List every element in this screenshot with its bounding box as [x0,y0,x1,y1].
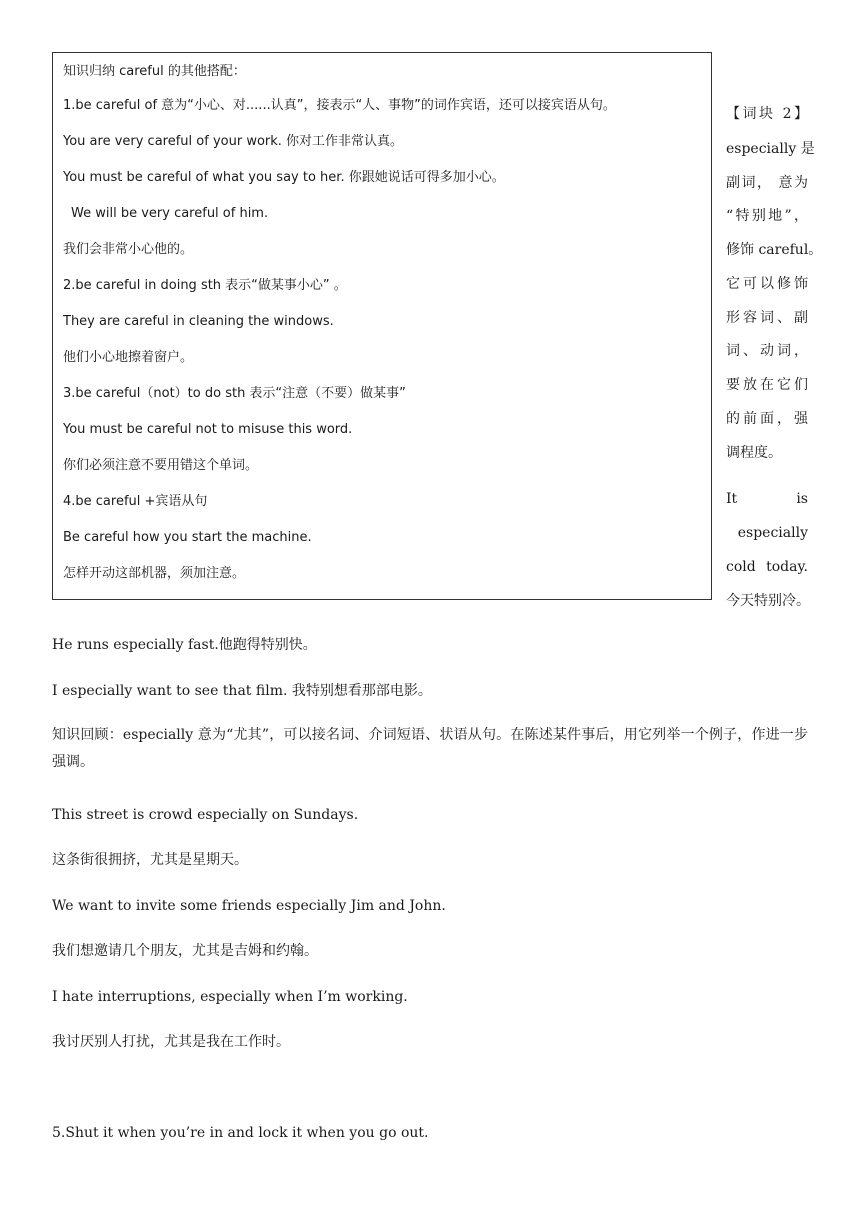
box-line: 怎样开动这部机器，须加注意。 [63,566,246,581]
box-line: 4.be careful +宾语从句 [63,494,208,509]
box-line: 他们小心地擦着窗户。 [63,350,194,365]
side-heading: 【词块 2】 [726,106,808,122]
box-line: 1.be careful of 意为“小心、对......认真”，接表示“人、事物”的词作宾语，还可以接宾语从句。 [63,98,616,113]
example-sentence: I hate interruptions, especially when I’m working. [52,989,408,1005]
example-translation: 这条街很拥挤，尤其是星期天。 [52,852,248,868]
box-heading: 知识归纳 careful 的其他搭配： [63,64,246,79]
side-line: 调程度。 [726,445,782,461]
box-line: 2.be careful in doing sth 表示“做某事小心” 。 [63,278,347,293]
side-line: 词、动词， [726,343,808,359]
box-line: We will be very careful of him. [71,206,269,221]
example-sentence: We want to invite some friends especially Jim and John. [52,898,446,914]
example-translation: 我们想邀请几个朋友，尤其是吉姆和约翰。 [52,943,318,959]
knowledge-box [52,52,712,600]
box-line: You must be careful of what you say to her. 你跟她说话可得多加小心。 [63,170,505,185]
example-translation: 我讨厌别人打扰，尤其是我在工作时。 [52,1034,290,1050]
side-line: especially 是 [726,141,815,157]
side-line: 它可以修饰 [726,276,808,292]
section-sentence: 5.Shut it when you’re in and lock it when you go out. [52,1125,429,1141]
box-line: You are very careful of your work. 你对工作非常认真。 [63,134,404,149]
side-line: “特别地”， [726,208,808,224]
side-example: especially [737,525,808,541]
side-example: cold today. [726,559,808,575]
side-example-translation: 今天特别冷。 [726,593,810,609]
side-line: 的前面，强 [726,411,808,427]
box-line: 我们会非常小心他的。 [63,242,194,257]
example-sentence: He runs especially fast.他跑得特别快。 [52,637,317,653]
example-sentence: This street is crowd especially on Sundays. [52,807,359,823]
box-line: 3.be careful（not）to do sth 表示“注意（不要）做某事” [63,386,406,401]
box-line: Be careful how you start the machine. [63,530,312,545]
box-line: They are careful in cleaning the windows. [63,314,334,329]
box-line: 你们必须注意不要用错这个单词。 [63,458,259,473]
box-line: You must be careful not to misuse this word. [63,422,353,437]
side-line: 要放在它们 [726,377,808,393]
side-line: 副词， 意为 [726,175,808,191]
side-example: It is [726,491,808,507]
review-paragraph: 知识回顾：especially 意为“尤其”，可以接名词、介词短语、状语从句。在陈述某件事后，用它列举一个例子，作进一步强调。 [52,727,808,770]
example-sentence: I especially want to see that film. 我特别想看那部电影。 [52,683,432,699]
side-line: 修饰 careful。 [726,242,823,258]
side-line: 形容词、副 [726,310,808,326]
